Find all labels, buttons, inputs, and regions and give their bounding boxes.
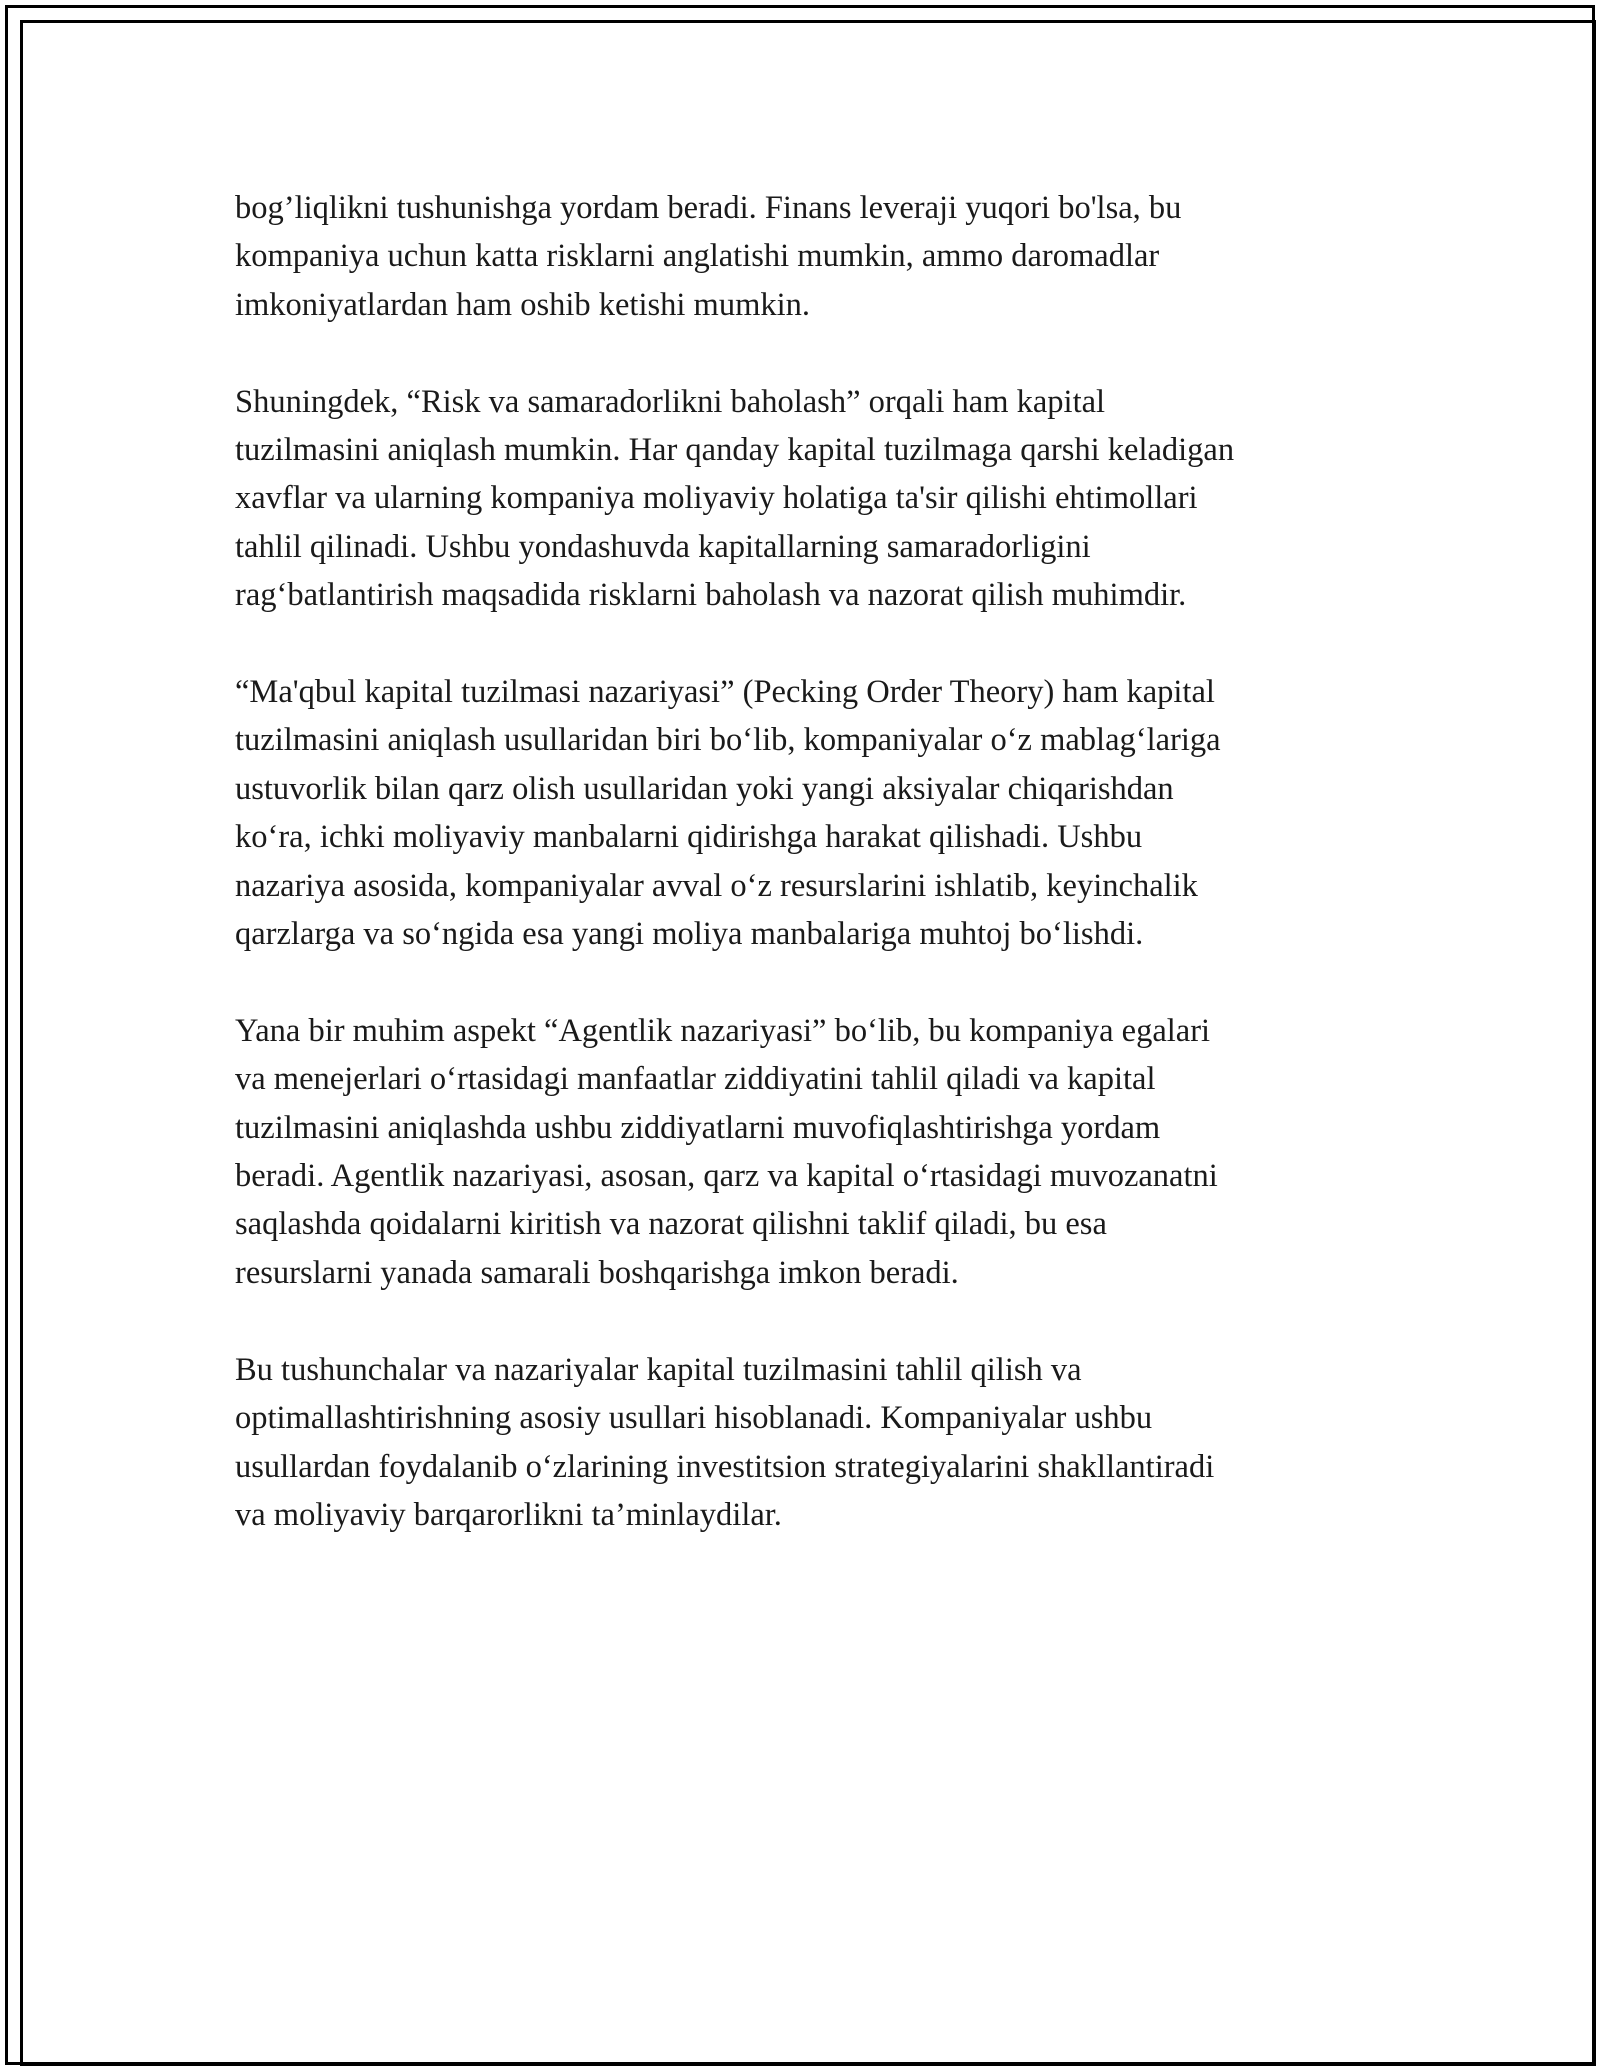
text-line: bog’liqlikni tushunishga yordam beradi. Finans leveraji yuqori bo'lsa, bu [235,190,1182,226]
paragraph-5 [235,1346,1375,1540]
document-body [235,184,1375,1588]
text-line: Shuningdek, “Risk va samaradorlikni baholash” orqali ham kapital [235,383,1106,420]
text-line: Bu tushunchalar va nazariyalar kapital tuzilmasini tahlil qilish va [235,1351,1082,1388]
text-line: ko‘ra, ichki moliyaviy manbalarni qidirishga harakat qilishadi. Ushbu [235,819,1143,856]
text-line: kompaniya uchun katta risklarni anglatishi mumkin, ammo daromadlar [235,238,1160,275]
text-line: tahlil qilinadi. Ushbu yondashuvda kapitallarning samaradorligini [235,528,1091,565]
text-line: usullardan foydalanib o‘zlarining investitsion strategiyalarini shakllantiradi [235,1448,1215,1485]
text-line: xavflar va ularning kompaniya moliyaviy holatiga ta'sir qilishi ehtimollari [235,480,1198,517]
paragraph-3 [235,668,1375,958]
text-line: imkoniyatlardan ham oshib ketishi mumkin. [235,286,811,323]
text-line: ustuvorlik bilan qarz olish usullaridan yoki yangi aksiyalar chiqarishdan [235,770,1174,807]
text-line: va moliyaviy barqarorlikni ta’minlaydilar. [235,1496,782,1533]
text-line: beradi. Agentlik nazariyasi, asosan, qarz va kapital o‘rtasidagi muvozanatni [235,1158,1218,1195]
text-line: saqlashda qoidalarni kiritish va nazorat qilishni taklif qiladi, bu esa [235,1206,1107,1243]
text-line: “Ma'qbul kapital tuzilmasi nazariyasi” (Pecking Order Theory) ham kapital [235,674,1215,711]
text-line: resurslarni yanada samarali boshqarishga imkon beradi. [235,1254,959,1291]
text-line: qarzlarga va so‘ngida esa yangi moliya manbalariga muhtoj bo‘lishdi. [235,916,1144,953]
text-line: Yana bir muhim aspekt “Agentlik nazariyasi” bo‘lib, bu kompaniya egalari [235,1012,1211,1049]
text-line: rag‘batlantirish maqsadida risklarni baholash va nazorat qilish muhimdir. [235,577,1187,614]
text-line: va menejerlari o‘rtasidagi manfaatlar ziddiyatini tahlil qiladi va kapital [235,1061,1156,1098]
text-line: tuzilmasini aniqlash usullaridan biri bo‘lib, kompaniyalar o‘z mablag‘lariga [235,722,1221,759]
paragraph-2 [235,378,1375,620]
text-line: tuzilmasini aniqlash mumkin. Har qanday kapital tuzilmaga qarshi keladigan [235,432,1235,469]
text-line: optimallashtirishning asosiy usullari hisoblanadi. Kompaniyalar ushbu [235,1400,1153,1437]
text-line: tuzilmasini aniqlashda ushbu ziddiyatlarni muvofiqlashtirishga yordam [235,1109,1161,1146]
paragraph-1 [235,184,1375,329]
text-line: nazariya asosida, kompaniyalar avval o‘z resurslarini ishlatib, keyinchalik [235,867,1198,904]
paragraph-4 [235,1007,1375,1297]
